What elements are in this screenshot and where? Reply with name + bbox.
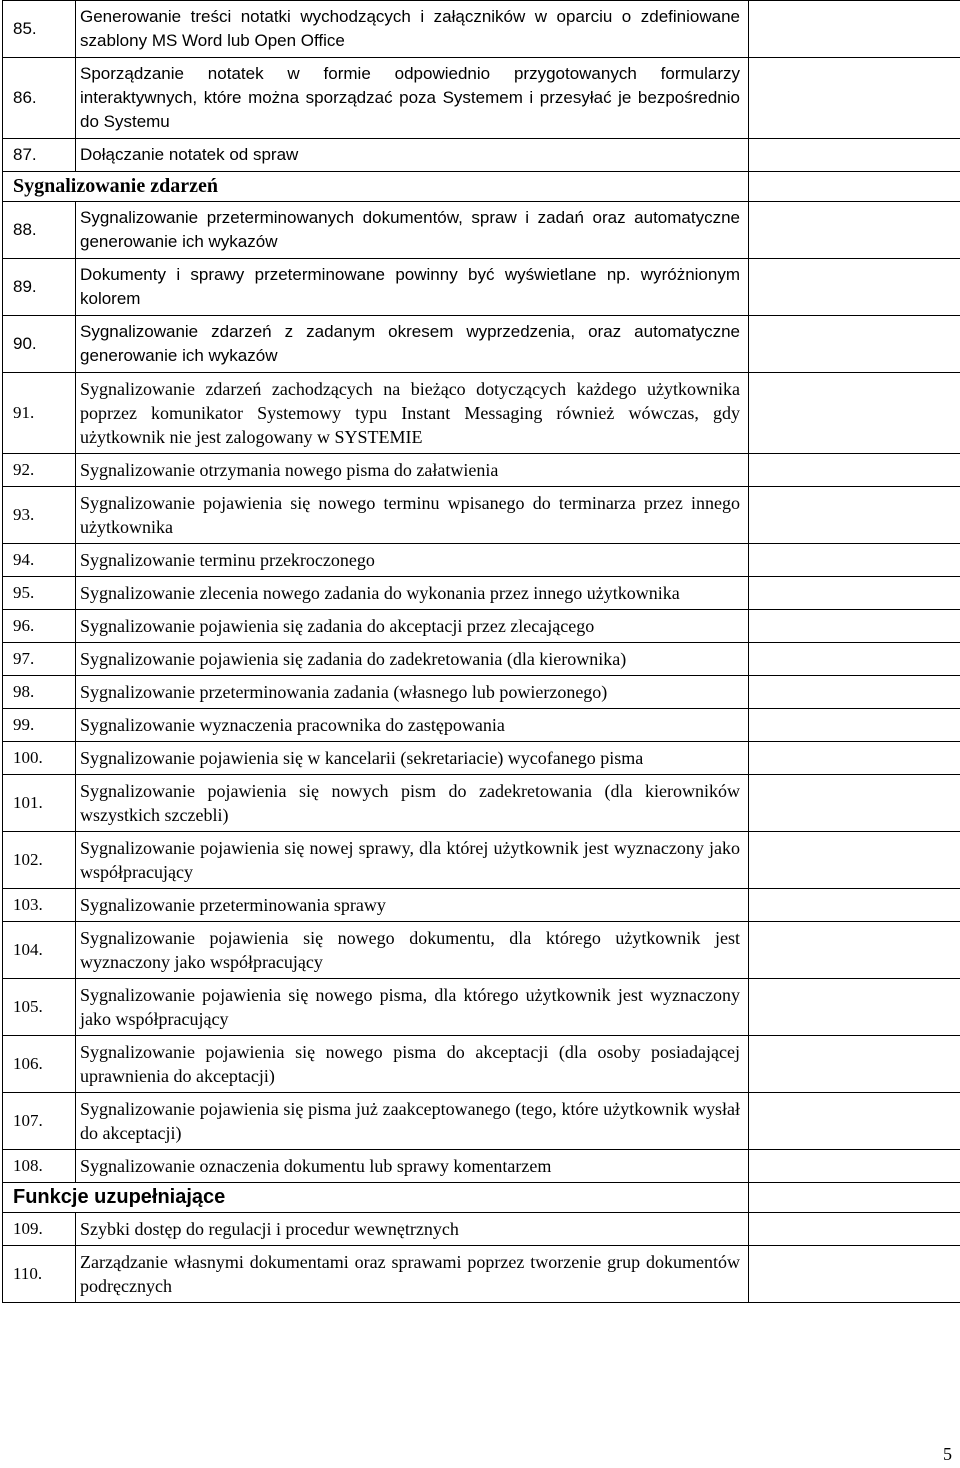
- empty-cell: [749, 373, 960, 454]
- table-row: [3, 1246, 960, 1303]
- empty-cell: [749, 775, 960, 832]
- row-number: 95.: [3, 577, 76, 610]
- empty-cell: [749, 1036, 960, 1093]
- row-description: Szybki dostęp do regulacji i procedur wewnętrznych: [76, 1213, 749, 1246]
- row-number: 107.: [3, 1093, 76, 1150]
- empty-cell: [749, 676, 960, 709]
- table-row: [3, 202, 960, 259]
- row-number: 91.: [3, 373, 76, 454]
- table-row: [3, 742, 960, 775]
- table-row: [3, 487, 960, 544]
- row-description: Sygnalizowanie pojawienia się zadania do akceptacji przez zlecającego: [76, 610, 749, 643]
- empty-cell: [749, 487, 960, 544]
- row-number: 106.: [3, 1036, 76, 1093]
- row-description: Sygnalizowanie otrzymania nowego pisma do załatwienia: [76, 454, 749, 487]
- table-row: [3, 139, 960, 172]
- page-number: 5: [943, 1444, 952, 1464]
- table-row: [3, 1213, 960, 1246]
- table-row: [3, 832, 960, 889]
- empty-cell: [749, 1, 960, 58]
- table-row: [3, 775, 960, 832]
- table-row: [3, 1036, 960, 1093]
- row-number: 89.: [3, 259, 76, 316]
- empty-cell: [749, 889, 960, 922]
- row-number: 101.: [3, 775, 76, 832]
- row-number: 100.: [3, 742, 76, 775]
- table-row: [3, 577, 960, 610]
- row-number: 88.: [3, 202, 76, 259]
- row-description: Sygnalizowanie pojawienia się zadania do zadekretowania (dla kierownika): [76, 643, 749, 676]
- empty-cell: [749, 1093, 960, 1150]
- row-description: Sygnalizowanie przeterminowanych dokumentów, spraw i zadań oraz automatyczne generowanie ich wykazów: [76, 202, 749, 259]
- empty-cell: [749, 544, 960, 577]
- table-body: [3, 1, 960, 1303]
- row-number: 105.: [3, 979, 76, 1036]
- row-number: 93.: [3, 487, 76, 544]
- row-number: 103.: [3, 889, 76, 922]
- table-row: [3, 373, 960, 454]
- empty-cell: [749, 316, 960, 373]
- row-description: Sygnalizowanie zdarzeń z zadanym okresem wyprzedzenia, oraz automatyczne generowanie ich wykazów: [76, 316, 749, 373]
- row-description: Sygnalizowanie przeterminowania zadania (własnego lub powierzonego): [76, 676, 749, 709]
- section-header-row: [3, 172, 960, 202]
- table-row: [3, 610, 960, 643]
- empty-cell: [749, 139, 960, 172]
- row-number: 86.: [3, 58, 76, 139]
- empty-cell: [749, 58, 960, 139]
- requirements-table: [2, 0, 960, 1303]
- row-number: 99.: [3, 709, 76, 742]
- empty-cell: [749, 259, 960, 316]
- table-row: [3, 979, 960, 1036]
- row-number: 85.: [3, 1, 76, 58]
- row-description: Sygnalizowanie oznaczenia dokumentu lub sprawy komentarzem: [76, 1150, 749, 1183]
- table-row: [3, 544, 960, 577]
- empty-cell: [749, 202, 960, 259]
- row-number: 110.: [3, 1246, 76, 1303]
- table-row: [3, 1093, 960, 1150]
- empty-cell: [749, 742, 960, 775]
- row-number: 90.: [3, 316, 76, 373]
- empty-cell: [749, 610, 960, 643]
- section-header: Funkcje uzupełniające: [3, 1183, 749, 1213]
- row-number: 104.: [3, 922, 76, 979]
- section-header-row: [3, 1183, 960, 1213]
- row-description: Sygnalizowanie pojawienia się nowych pism do zadekretowania (dla kierowników wszystkich szczebli): [76, 775, 749, 832]
- row-description: Sygnalizowanie przeterminowania sprawy: [76, 889, 749, 922]
- table-row: [3, 1150, 960, 1183]
- table-row: [3, 709, 960, 742]
- row-number: 87.: [3, 139, 76, 172]
- row-number: 109.: [3, 1213, 76, 1246]
- row-number: 94.: [3, 544, 76, 577]
- table-row: [3, 58, 960, 139]
- section-header: Sygnalizowanie zdarzeń: [3, 172, 749, 202]
- row-number: 97.: [3, 643, 76, 676]
- row-description: Sygnalizowanie wyznaczenia pracownika do zastępowania: [76, 709, 749, 742]
- row-description: Sygnalizowanie pojawienia się nowego pisma do akceptacji (dla osoby posiadającej uprawnienia do akceptacji): [76, 1036, 749, 1093]
- row-description: Sygnalizowanie pojawienia się w kancelarii (sekretariacie) wycofanego pisma: [76, 742, 749, 775]
- table-row: [3, 922, 960, 979]
- empty-cell: [749, 922, 960, 979]
- row-number: 92.: [3, 454, 76, 487]
- row-description: Sygnalizowanie zlecenia nowego zadania do wykonania przez innego użytkownika: [76, 577, 749, 610]
- row-description: Sygnalizowanie zdarzeń zachodzących na bieżąco dotyczących każdego użytkownika poprzez komunikator Systemowy typu Instant Messaging również wówczas, gdy użytkownik nie jest zalogowany w SYSTEMIE: [76, 373, 749, 454]
- row-description: Sygnalizowanie terminu przekroczonego: [76, 544, 749, 577]
- row-description: Sygnalizowanie pojawienia się pisma już zaakceptowanego (tego, które użytkownik wysłał do akceptacji): [76, 1093, 749, 1150]
- table-row: [3, 316, 960, 373]
- row-description: Sygnalizowanie pojawienia się nowego terminu wpisanego do terminarza przez innego użytkownika: [76, 487, 749, 544]
- row-number: 98.: [3, 676, 76, 709]
- empty-cell: [749, 709, 960, 742]
- table-row: [3, 889, 960, 922]
- empty-cell: [749, 643, 960, 676]
- empty-cell: [749, 1246, 960, 1303]
- empty-cell: [749, 577, 960, 610]
- table-row: [3, 1, 960, 58]
- row-description: Dokumenty i sprawy przeterminowane powinny być wyświetlane np. wyróżnionym kolorem: [76, 259, 749, 316]
- table-row: [3, 259, 960, 316]
- row-number: 108.: [3, 1150, 76, 1183]
- empty-cell: [749, 1150, 960, 1183]
- empty-cell: [749, 172, 960, 202]
- row-number: 96.: [3, 610, 76, 643]
- empty-cell: [749, 832, 960, 889]
- row-description: Sygnalizowanie pojawienia się nowego dokumentu, dla którego użytkownik jest wyznaczony jako współpracujący: [76, 922, 749, 979]
- empty-cell: [749, 1213, 960, 1246]
- row-number: 102.: [3, 832, 76, 889]
- table-row: [3, 454, 960, 487]
- table-row: [3, 643, 960, 676]
- row-description: Generowanie treści notatki wychodzących i załączników w oparciu o zdefiniowane szablony MS Word lub Open Office: [76, 1, 749, 58]
- row-description: Sygnalizowanie pojawienia się nowej sprawy, dla której użytkownik jest wyznaczony jako współpracujący: [76, 832, 749, 889]
- row-description: Sporządzanie notatek w formie odpowiednio przygotowanych formularzy interaktywnych, które można sporządzać poza Systemem i przesyłać je bezpośrednio do Systemu: [76, 58, 749, 139]
- row-description: Sygnalizowanie pojawienia się nowego pisma, dla którego użytkownik jest wyznaczony jako współpracujący: [76, 979, 749, 1036]
- empty-cell: [749, 979, 960, 1036]
- table-row: [3, 676, 960, 709]
- empty-cell: [749, 454, 960, 487]
- empty-cell: [749, 1183, 960, 1213]
- row-description: Dołączanie notatek od spraw: [76, 139, 749, 172]
- row-description: Zarządzanie własnymi dokumentami oraz sprawami poprzez tworzenie grup dokumentów podręcznych: [76, 1246, 749, 1303]
